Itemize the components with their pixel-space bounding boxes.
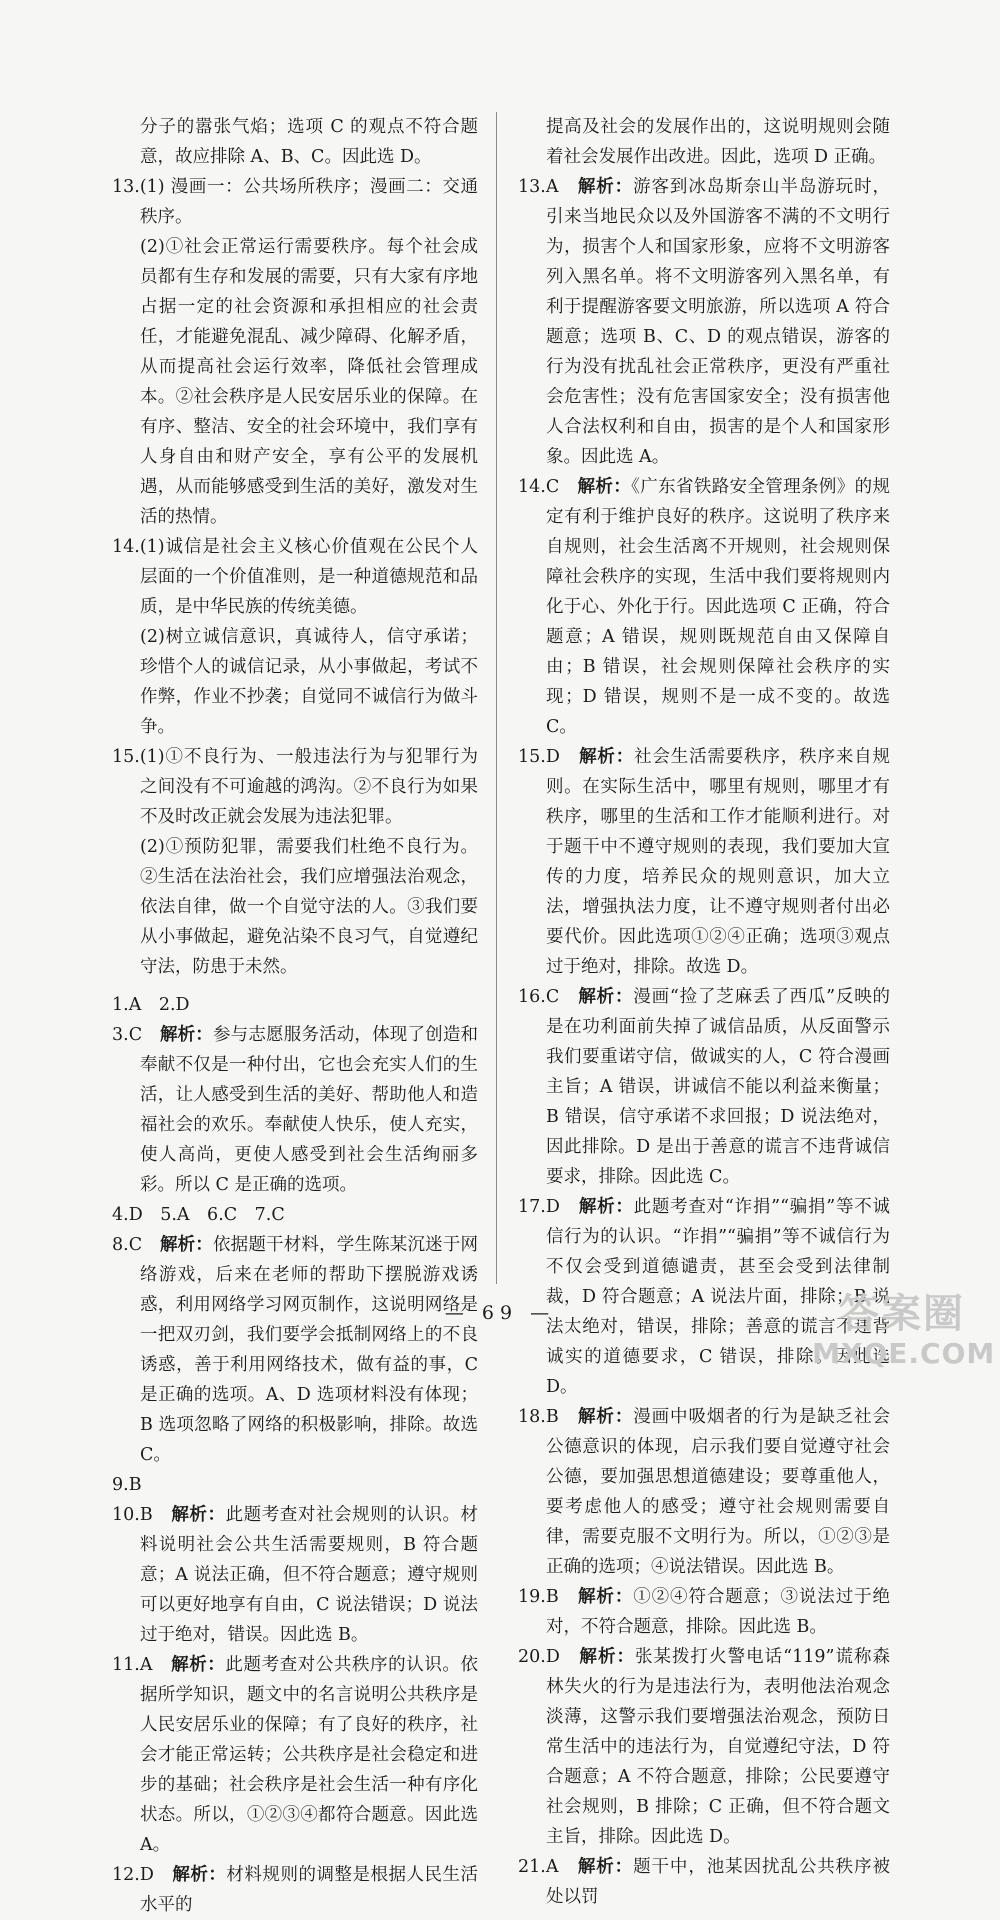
analysis-label: 解析： — [578, 1197, 634, 1217]
answer-text: 材料规则的调整是根据人民生活水平的 — [140, 1865, 479, 1915]
column-divider — [496, 112, 497, 1284]
answer-number: 3.C — [112, 1025, 143, 1045]
answer-text: 社会生活需要秩序，秩序来自规则。在实际生活中，哪里有规则，哪里才有秩序，哪里的生活和工作才能顺利进行。对于题干中不遵守规则的表现，我们要加大宣传的力度，培养民众的规则意识，加大立法，增强执法力度，让不遵守规则者付出必要代价。因此选项①②④正确；选项③观点过于绝对，排除。故选 D。 — [546, 747, 891, 977]
right-column — [518, 112, 890, 1912]
answer-text: 漫画中吸烟者的行为是缺乏社会公德意识的体现，启示我们要自觉遵守社会公德，要加强思想道德建设；要尊重他人，要考虑他人的感受；遵守社会规则需要自律，需要克服不文明行为。所以，①②③是正确的选项；④说法错误。因此选 B。 — [546, 1407, 891, 1577]
answer-14-part1: 14.(1)诚信是社会主义核心价值观在公民个人层面的一个价值准则，是一种道德规范和品质，是中华民族的传统美德。 — [112, 537, 478, 617]
answer-number: 10.B — [112, 1505, 153, 1525]
answer-text: 此题考查对公共秩序的认识。依据所学知识，题文中的名言说明公共秩序是人民安居乐业的保障；有了良好的秩序，社会才能正常运转；公共秩序是社会稳定和进步的基础；社会秩序是社会生活一种有序化状态。所以，①②③④都符合题意。因此选 A。 — [140, 1655, 479, 1855]
answer-11 — [112, 1650, 478, 1860]
analysis-label: 解析： — [579, 1647, 635, 1667]
answer-text: 题干中，池某因扰乱公共秩序被处以罚 — [546, 1857, 891, 1907]
analysis-label: 解析： — [578, 1407, 634, 1427]
answer-9: 9.B — [112, 1475, 142, 1495]
answer-number: 11.A — [112, 1655, 153, 1675]
answer-number: 19.B — [518, 1587, 559, 1607]
watermark-text: 答案圈 — [839, 1291, 965, 1337]
analysis-label: 解析： — [577, 477, 632, 497]
watermark-logo — [812, 1290, 996, 1380]
analysis-label: 解析： — [578, 987, 634, 1007]
answer-text: 张某拨打火警电话“119”谎称森林失火的行为是违法行为，表明他法治观念淡薄，这警示我们要增强法治观念，预防日常生活中的违法行为，自觉遵纪守法，D 符合题意；A 不符合题意，排除；公民要遵守社会规则，B 排除；C 正确，但不符合题文主旨，排除。因此选 D。 — [546, 1647, 891, 1847]
answers-4-7: 4.D 5.A 6.C 7.C — [112, 1205, 285, 1225]
answer-3 — [112, 1020, 478, 1200]
analysis-label: 解析： — [579, 747, 635, 767]
answer-15-part2: (2)①预防犯罪，需要我们杜绝不良行为。②生活在法治社会，我们应增强法治观念，依法自律，做一个自觉守法的人。③我们要从小事做起，避免沾染不良习气，自觉遵纪守法，防患于未然。 — [140, 837, 478, 977]
answer-number: 15.D — [518, 747, 560, 767]
answer-number: 17.D — [518, 1197, 560, 1217]
answer-14 — [518, 472, 890, 742]
answer-15 — [518, 742, 890, 982]
analysis-label: 解析： — [171, 1505, 226, 1525]
answer-21 — [518, 1852, 890, 1912]
answer-13-part1: 13.(1) 漫画一：公共场所秩序；漫画二：交通秩序。 — [112, 177, 478, 227]
analysis-label: 解析： — [577, 1857, 634, 1877]
answer-12 — [112, 1860, 478, 1920]
answer-13 — [518, 172, 890, 472]
answer-16 — [518, 982, 890, 1192]
analysis-label: 解析： — [577, 177, 634, 197]
left-column — [112, 112, 478, 1920]
answer-20 — [518, 1642, 890, 1852]
page-number: — 69 — — [444, 1302, 556, 1324]
analysis-label: 解析： — [171, 1655, 226, 1675]
answer-13-part2: (2)①社会正常运行需要秩序。每个社会成员都有生存和发展的需要，只有大家有序地占据一定的社会资源和承担相应的社会责任，才能避免混乱、减少障碍、化解矛盾，从而提高社会运行效率，降低社会管理成本。②社会秩序是人民安居乐业的保障。在有序、整洁、安全的社会环境中，我们享有人身自由和财产安全，享有公平的发展机遇，从而能够感受到生活的美好，激发对生活的热情。 — [140, 237, 478, 527]
answer-15-part1: 15.(1)①不良行为、一般违法行为与犯罪行为之间没有不可逾越的鸿沟。②不良行为如果不及时改正就会发展为违法犯罪。 — [112, 747, 478, 827]
answer-14-part2: (2)树立诚信意识，真诚待人，信守承诺；珍惜个人的诚信记录，从小事做起，考试不作弊，作业不抄袭；自觉同不诚信行为做斗争。 — [140, 627, 478, 737]
answer-continuation: 分子的嚣张气焰；选项 C 的观点不符合题意，故应排除 A、B、C。因此选 D。 — [140, 117, 478, 167]
analysis-label: 解析： — [172, 1865, 227, 1885]
answers-1-2: 1.A 2.D — [112, 995, 190, 1015]
answer-text: 此题考查对社会规则的认识。材料说明社会公共生活需要规则，B 符合题意；A 说法正确，但不符合题意；遵守规则可以更好地享有自由，C 说法错误；D 说法过于绝对，错误。因此选 B。 — [140, 1505, 479, 1645]
answer-text: ①②④符合题意；③说法过于绝对，不符合题意，排除。因此选 B。 — [546, 1587, 891, 1637]
answer-19 — [518, 1582, 890, 1642]
answer-number: 16.C — [518, 987, 560, 1007]
analysis-label: 解析： — [159, 1025, 213, 1045]
answer-10 — [112, 1500, 478, 1650]
answer-continuation: 提高及社会的发展作出的，这说明规则会随着社会发展作出改进。因此，选项 D 正确。 — [546, 117, 890, 167]
watermark-domain: MXQE.COM — [812, 1337, 996, 1370]
answer-text: 依据题干材料，学生陈某沉迷于网络游戏，后来在老师的帮助下摆脱游戏诱惑，利用网络学习网页制作，这说明网络是一把双刃剑，我们要学会抵制网络上的不良诱惑，善于利用网络技术，做有益的事，C 是正确的选项。A、D 选项材料没有体现；B 选项忽略了网络的积极影响，排除。故选 C。 — [140, 1235, 479, 1465]
answer-number: 8.C — [112, 1235, 143, 1255]
answer-8 — [112, 1230, 478, 1470]
answer-number: 13.A — [518, 177, 559, 197]
answer-number: 18.B — [518, 1407, 559, 1427]
answer-number: 20.D — [518, 1647, 560, 1667]
answer-number: 21.A — [518, 1857, 559, 1877]
answer-text: 游客到冰岛斯奈山半岛游玩时，引来当地民众以及外国游客不满的不文明行为，损害个人和国家形象，应将不文明游客列入黑名单。将不文明游客列入黑名单，有利于提醒游客要文明旅游，所以选项 A 符合题意；选项 B、C、D 的观点错误，游客的行为没有扰乱社会正常秩序，更没有严重社会危害性；没有危害国家安全；没有损害他人合法权利和自由，损害的是个人和国家形象。因此选 A。 — [546, 177, 891, 467]
answer-text: 参与志愿服务活动，体现了创造和奉献不仅是一种付出，它也会充实人们的生活，让人感受到生活的美好、帮助他人和造福社会的欢乐。奉献使人快乐，使人充实，使人高尚，更使人感受到社会生活绚丽多彩。所以 C 是正确的选项。 — [140, 1025, 479, 1195]
answer-text: 漫画“捡了芝麻丢了西瓜”反映的是在功利面前失掉了诚信品质，从反面警示我们要重诺守信，做诚实的人，C 符合漫画主旨；A 错误，讲诚信不能以利益来衡量；B 错误，信守承诺不求回报；D 说法绝对，因此排除。D 是出于善意的谎言不违背诚信要求，排除。因此选 C。 — [546, 987, 891, 1187]
answer-text: 《广东省铁路安全管理条例》的规定有利于维护良好的秩序。这说明了秩序来自规则，社会生活离不开规则，社会规则保障社会秩序的实现，生活中我们要将规则内化于心、外化于行。因此选项 C 正确，符合题意；A 错误，规则既规范自由又保障自由；B 错误，社会规则保障社会秩序的实现；D 错误，规则不是一成不变的。故选 C。 — [546, 477, 891, 737]
answer-number: 14.C — [518, 477, 560, 497]
analysis-label: 解析： — [159, 1235, 213, 1255]
analysis-label: 解析： — [578, 1587, 634, 1607]
answer-text: 此题考查对“诈捐”“骗捐”等不诚信行为的认识。“诈捐”“骗捐”等不诚信行为不仅会受到道德谴责，甚至会受到法律制裁，D 符合题意；A 说法片面，排除；B 说法太绝对，错误，排除；善意的谎言不违背诚实的道德要求，C 错误，排除。因此选 D。 — [546, 1197, 890, 1397]
answer-18 — [518, 1402, 890, 1582]
answer-number: 12.D — [112, 1865, 154, 1885]
